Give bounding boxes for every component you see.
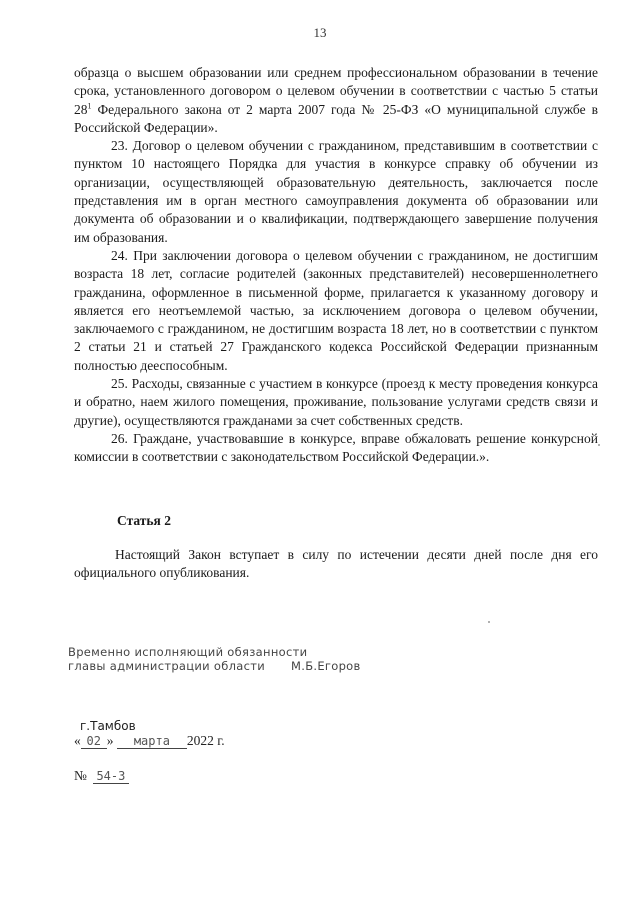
paragraph-text: образца о высшем образовании или среднем профессиональном образовании в течение срока, установленного договором о целевом обучении в соответствии с частью 5 статьи 28 (74, 65, 598, 117)
signature-block (68, 645, 361, 673)
paragraph-item-24: 24. При заключении договора о целевом обучении с гражданином, не достигшим возраста 18 лет, согласие родителей (законных представителей) несовершеннолетнего гражданина, оформленное в письменной форме, прилагается к указанному договору и является его неотъемлемой частью, за исключением договора о целевом обучении, заключаемого с гражданином, не достигшим возраста 18 лет, но в соответствии с пунктом 2 статьи 21 и статьей 27 Гражданского кодекса Российской Федерации признанным полностью дееспособным. (74, 247, 598, 373)
paragraph-item-26: 26. Граждане, участвовавшие в конкурсе, вправе обжаловать решение конкурсной комиссии в соответствии с законодательством Российской Федерации.». (74, 430, 598, 465)
document-body (74, 64, 598, 467)
document-number: 54-З (93, 769, 129, 784)
scan-speck (598, 444, 600, 446)
paragraph-continuation (74, 64, 598, 137)
signature-title-line-1: Временно исполняющий обязанности (68, 645, 308, 659)
date-close-quote: » (106, 733, 114, 748)
number-label: № (74, 768, 87, 783)
article-heading: Статья 2 (117, 513, 171, 528)
page-number: 13 (313, 25, 327, 40)
date-year: 2022 г. (186, 733, 225, 748)
superscript-marker: 1 (87, 101, 92, 111)
article-text: Настоящий Закон вступает в силу по истечении десяти дней после дня его официального опубликования. (74, 547, 598, 581)
date-day: 02 (81, 734, 107, 749)
signature-title-text: главы администрации области (68, 659, 266, 673)
paragraph-text-tail: Федерального закона от 2 марта 2007 года № 25-ФЗ «О муниципальной службе в Российской Федерации». (74, 101, 598, 135)
signature-title-line-2 (68, 659, 361, 673)
document-number-line (74, 768, 129, 784)
date-open-quote: « (74, 733, 81, 748)
scan-speck (488, 621, 490, 623)
paragraph-item-25: 25. Расходы, связанные с участием в конкурсе (проезд к месту проведения конкурса и обратно, наем жилого помещения, проживание, пользование услугами средств связи и другие), осуществляются гражданами за счет собственных средств. (74, 376, 598, 428)
place-of-signing: г.Тамбов (80, 719, 136, 733)
paragraph-item-23: 23. Договор о целевом обучении с гражданином, представившим в соответствии с пунктом 10 настоящего Порядка для участия в конкурсе справку об обучении из организации, осуществляющей образовательную деятельность, заключается после представления им в орган местного самоуправления документа об образовании или документа об образовании и о квалификации, подтверждающего завершение получения им образования. (74, 138, 598, 245)
signatory-name: М.Б.Егоров (291, 659, 361, 673)
date-line (74, 733, 225, 749)
date-month: марта (117, 734, 187, 749)
